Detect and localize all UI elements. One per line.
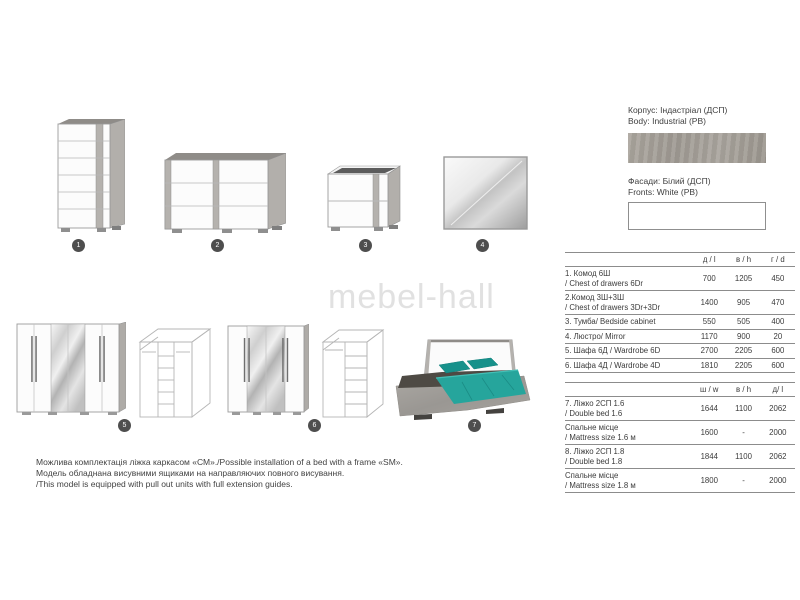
- col-width: ш / w: [692, 383, 726, 397]
- item-depth: 20: [773, 331, 783, 341]
- item-name: 1. Комод 6Ш: [565, 269, 611, 278]
- item-length: 550: [702, 317, 716, 327]
- item-length: 2062: [769, 452, 787, 461]
- figure-wardrobe-4d: [227, 324, 309, 416]
- body-material-swatch: [628, 133, 766, 163]
- item-width: 1844: [700, 452, 718, 461]
- fronts-material-label-uk: Фасади: Білий (ДСП): [628, 176, 711, 186]
- item-height: 905: [737, 298, 751, 307]
- item-name: 2.Комод 3Ш+3Ш: [565, 293, 625, 302]
- figure-wardrobe-4d-interior: [317, 328, 387, 420]
- item-height: -: [742, 428, 745, 437]
- figure-wardrobe-6d-interior: [132, 326, 212, 420]
- item-name-en: / Chest of drawers 3Dr+3Dr: [565, 302, 661, 312]
- dimensions-table-header: [565, 253, 795, 267]
- item-name-en: / Chest of drawers 6Dr: [565, 278, 643, 288]
- col-height: в / h: [726, 383, 760, 397]
- body-material-label-en: Body: Industrial (PB): [628, 116, 706, 126]
- fronts-material-label-en: Fronts: White (PB): [628, 187, 698, 197]
- figure-wardrobe-6d: [16, 322, 126, 418]
- item-name: 4. Люстро/ Mirror: [565, 331, 626, 341]
- note-line-3: /This model is equipped with pull out units with full extension guides.: [36, 479, 293, 489]
- badge-4: 4: [476, 239, 489, 252]
- table-row: [565, 291, 795, 315]
- item-width: 1600: [700, 428, 718, 437]
- note-line-2: Модель обладнана висувними ящиками на направляючих повного висування.: [36, 468, 345, 478]
- item-height: 1100: [735, 452, 752, 461]
- figure-chest-6dr: [57, 119, 125, 233]
- item-name: 5. Шафа 6Д / Wardrobe 6D: [565, 346, 661, 355]
- item-length: 1810: [700, 360, 718, 370]
- item-name: 6. Шафа 4Д / Wardrobe 4D: [565, 360, 661, 370]
- item-name-en: / Double bed 1.6: [565, 408, 623, 418]
- watermark: mebel-hall: [328, 278, 495, 316]
- item-width: 1644: [700, 404, 718, 413]
- col-height: в / h: [726, 253, 760, 267]
- table-row: [565, 329, 795, 344]
- item-height: -: [742, 476, 745, 485]
- badge-1: 1: [72, 239, 85, 252]
- item-depth: 450: [771, 274, 785, 283]
- item-length: 1170: [700, 331, 718, 341]
- item-height: 1205: [734, 274, 753, 283]
- badge-6: 6: [308, 419, 321, 432]
- item-height: 900: [737, 331, 751, 341]
- item-name: Спальне місце: [565, 423, 619, 432]
- materials-block: [628, 105, 766, 230]
- col-length: д/ l: [761, 383, 795, 397]
- table-row: [565, 397, 795, 421]
- item-depth: 470: [771, 298, 785, 307]
- table-row: [565, 358, 795, 373]
- body-material-label-uk: Корпус: Індастріал (ДСП): [628, 105, 728, 115]
- item-name: 3. Тумба/ Bedside cabinet: [565, 317, 656, 326]
- item-length: 2000: [769, 428, 787, 437]
- badge-3: 3: [359, 239, 372, 252]
- note-text: [36, 457, 403, 490]
- beds-table: [565, 382, 795, 493]
- table-row: [565, 267, 795, 291]
- dimensions-table: [565, 252, 795, 373]
- col-length: д / l: [692, 253, 726, 267]
- table-row: [565, 445, 795, 469]
- item-height: 2205: [734, 360, 753, 370]
- item-depth: 400: [771, 317, 785, 327]
- item-name-en: / Double bed 1.8: [565, 456, 623, 466]
- item-depth: 600: [771, 360, 785, 370]
- item-length: 2062: [769, 404, 787, 413]
- col-depth: г / d: [761, 253, 795, 267]
- badge-2: 2: [211, 239, 224, 252]
- badge-7: 7: [468, 419, 481, 432]
- fronts-material-swatch: [628, 202, 766, 230]
- item-name-en: / Mattress size 1.6 м: [565, 432, 636, 442]
- item-name-en: / Mattress size 1.8 м: [565, 480, 636, 490]
- note-line-1: Можлива комплектація ліжка каркасом «СМ»./Possible installation of a bed with a frame «SM».: [36, 457, 403, 467]
- item-name: 8. Ліжко 2СП 1.8: [565, 447, 625, 456]
- beds-table-header: [565, 383, 795, 397]
- badge-5: 5: [118, 419, 131, 432]
- item-width: 1800: [700, 476, 718, 485]
- item-length: 2700: [700, 346, 718, 356]
- table-row: [565, 469, 795, 493]
- item-height: 505: [737, 317, 751, 327]
- table-row: [565, 344, 795, 359]
- item-length: 700: [702, 274, 716, 283]
- figure-chest-3dr-3dr: [164, 153, 286, 235]
- table-row: [565, 315, 795, 330]
- figure-bedside-cabinet: [327, 165, 401, 233]
- item-length: 2000: [769, 476, 787, 485]
- item-height: 2205: [734, 346, 753, 356]
- item-height: 1100: [735, 404, 752, 413]
- figure-double-bed: [392, 338, 534, 422]
- item-name: Спальне місце: [565, 471, 619, 480]
- table-row: [565, 421, 795, 445]
- item-name: 7. Ліжко 2СП 1.6: [565, 399, 625, 408]
- figure-mirror: [443, 156, 528, 230]
- item-depth: 600: [771, 346, 785, 356]
- item-length: 1400: [700, 298, 718, 307]
